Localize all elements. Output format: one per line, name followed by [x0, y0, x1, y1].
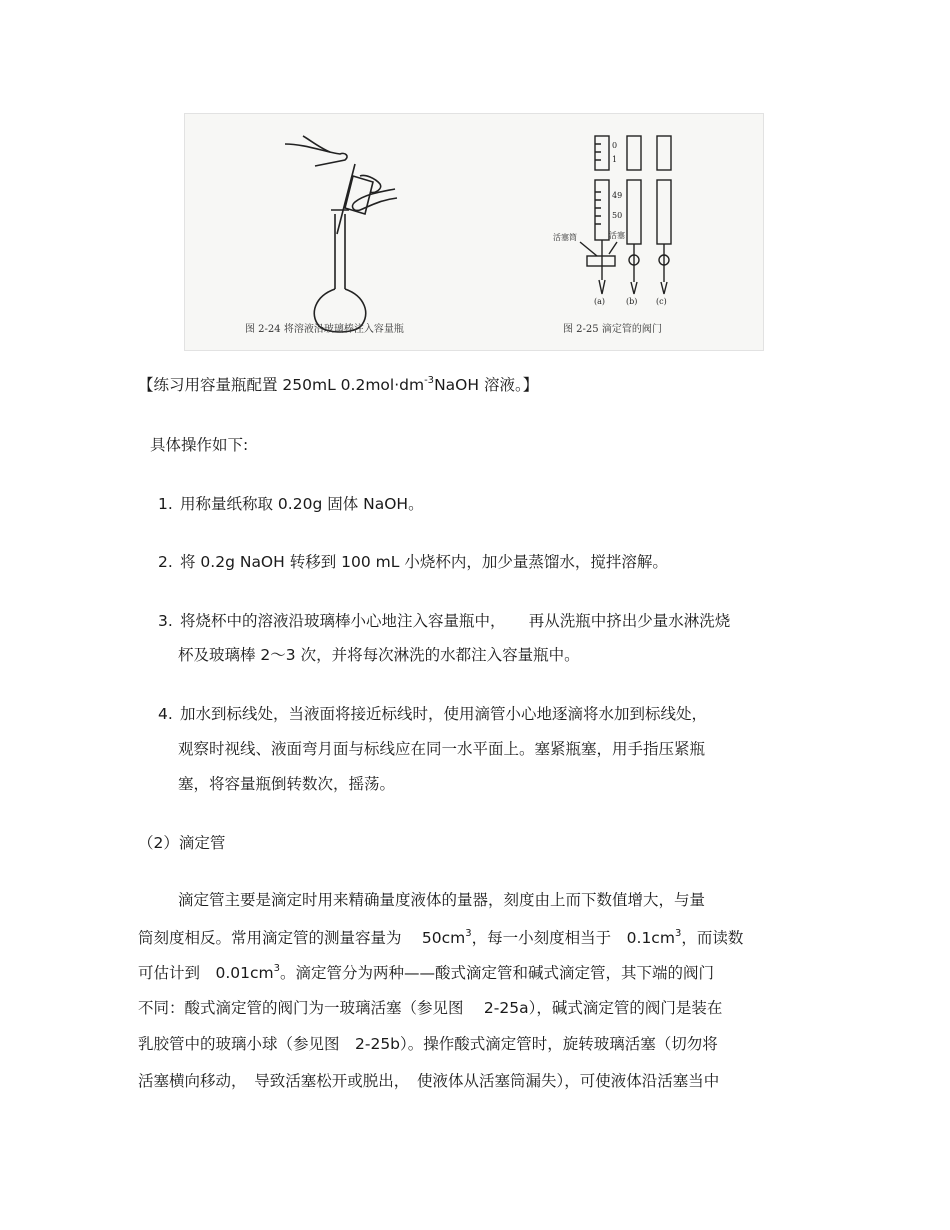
volumetric-flask-illustration: [285, 136, 397, 332]
scale-label-49: 49: [612, 191, 623, 200]
paragraph-segment: 可估计到 0.01cm: [138, 964, 274, 982]
step-text: 将烧杯中的溶液沿玻璃棒小心地注入容量瓶中， 再从洗瓶中挤出少量水淋洗烧: [180, 612, 731, 630]
burette-label-c: (c): [656, 297, 667, 306]
paragraph-line-6: 活塞横向移动， 导致活塞松开或脱出， 使液体从活塞筒漏失），可使液体沿活塞当中: [138, 1072, 720, 1090]
paragraph-line-2: [138, 928, 743, 948]
figure-caption-2-25: 图 2-25 滴定管的阀门: [563, 324, 662, 335]
figure-caption-2-24: 图 2-24 将溶液沿玻璃棒注入容量瓶: [245, 324, 404, 335]
superscript-3: 3: [273, 963, 281, 974]
step-3-continued: 杯及玻璃棒 2～3 次，并将每次淋洗的水都注入容量瓶中。: [178, 646, 580, 664]
exercise-prefix: 【练习用容量瓶配置 250mL 0.2mol·dm: [138, 376, 425, 394]
step-4: [158, 704, 707, 724]
stopcock-label: 活塞: [609, 231, 625, 240]
burette-label-b: (b): [626, 297, 638, 306]
step-1: [158, 494, 424, 514]
paragraph-segment: 筒刻度相反。常用滴定管的测量容量为 50cm: [138, 929, 466, 947]
exercise-suffix: NaOH 溶液。】: [434, 376, 539, 394]
exercise-superscript: -3: [424, 375, 435, 386]
step-number: 3.: [158, 612, 173, 630]
superscript-3: 3: [465, 928, 472, 939]
step-4-continued-1: 观察时视线、液面弯月面与标线应在同一水平面上。塞紧瓶塞，用手指压紧瓶: [178, 740, 706, 758]
paragraph-line-1: 滴定管主要是滴定时用来精确量度液体的量器，刻度由上而下数值增大，与量: [178, 891, 706, 909]
paragraph-line-5: 乳胶管中的玻璃小球（参见图 2-25b）。操作酸式滴定管时，旋转玻璃活塞（切勿将: [138, 1035, 718, 1053]
burette-label-a: (a): [594, 297, 606, 306]
step-text: 用称量纸称取 0.20g 固体 NaOH。: [180, 495, 424, 513]
paragraph-segment: 。滴定管分为两种——酸式滴定管和碱式滴定管，其下端的阀门: [280, 964, 715, 982]
figure-panel: [184, 113, 764, 351]
scale-label-0: 0: [612, 141, 618, 150]
paragraph-line-4: 不同：酸式滴定管的阀门为一玻璃活塞（参见图 2-25a），碱式滴定管的阀门是装在: [138, 999, 723, 1017]
exercise-heading: [138, 375, 538, 395]
step-text: 加水到标线处，当液面将接近标线时，使用滴管小心地逐滴将水加到标线处，: [180, 705, 708, 723]
step-2: [158, 552, 668, 572]
step-3: [158, 611, 730, 631]
intro-text: 具体操作如下:: [150, 436, 249, 454]
step-number: 1.: [158, 495, 173, 513]
paragraph-segment: ，而读数: [681, 929, 744, 947]
superscript-3: 3: [674, 928, 682, 939]
paragraph-segment: ，每一小刻度相当于 0.1cm: [471, 929, 675, 947]
step-text: 将 0.2g NaOH 转移到 100 mL 小烧杯内，加少量蒸馏水，搅拌溶解。: [180, 553, 668, 571]
step-4-continued-2: 塞，将容量瓶倒转数次，摇荡。: [178, 775, 396, 793]
burette-illustration: [580, 136, 671, 294]
section-heading: （2）滴定管: [138, 834, 226, 852]
stopcock-barrel-label: 活塞筒: [553, 233, 577, 242]
step-number: 2.: [158, 553, 173, 571]
paragraph-line-3: [138, 963, 714, 983]
lab-illustrations: [185, 114, 765, 352]
step-number: 4.: [158, 705, 173, 723]
scale-label-50: 50: [612, 211, 623, 220]
scale-label-1: 1: [612, 155, 618, 164]
